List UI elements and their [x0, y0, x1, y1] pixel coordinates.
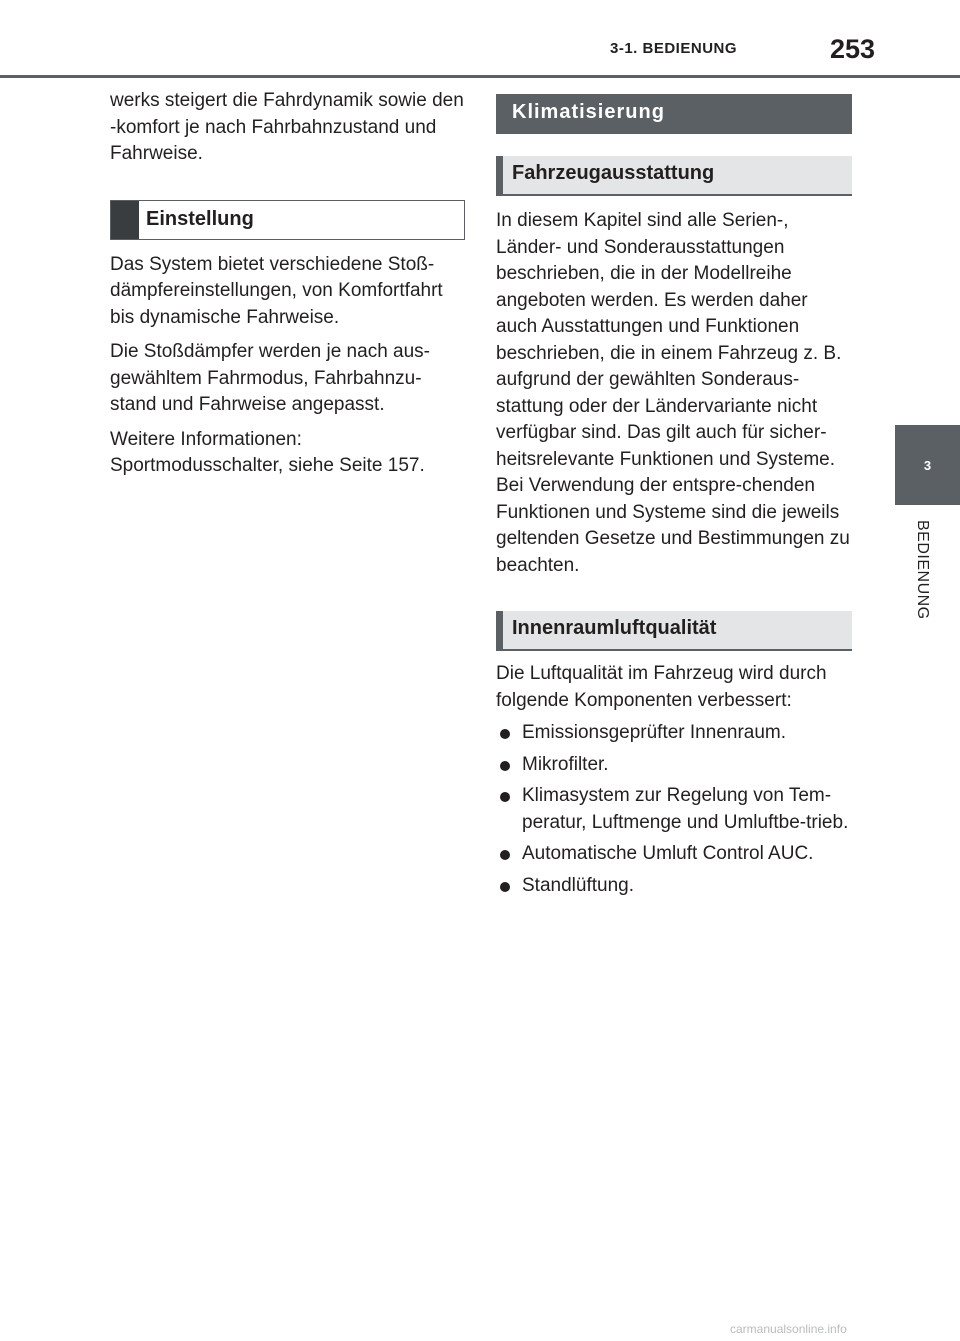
list-item: Emissionsgeprüfter Innenraum. [496, 720, 852, 747]
heading-einstellung [110, 200, 465, 240]
paragraph: Die Stoßdämpfer werden je nach aus-gewähltem Fahrmodus, Fahrbahnzu-stand und Fahrweise angepasst. [110, 341, 430, 415]
list-item: Automatische Umluft Control AUC. [496, 841, 852, 868]
watermark: carmanualsonline.info [730, 1322, 847, 1336]
list-item: Mikrofilter. [496, 752, 852, 779]
subheading-fahrzeugausstattung [496, 156, 852, 196]
list-item: Klimasystem zur Regelung von Tem-peratur, Luftmenge und Umluftbe-trieb. [496, 783, 852, 836]
intro-paragraph: werks steigert die Fahrdynamik sowie den -komfort je nach Fahrbahnzustand und Fahrweise. [110, 90, 464, 164]
header-rule [0, 75, 960, 78]
bullet-list [496, 720, 852, 899]
subheading-bar [496, 156, 503, 196]
chapter-tab [895, 425, 960, 505]
subheading-innenraumluftqualitaet [496, 611, 852, 651]
list-item: Standlüftung. [496, 873, 852, 900]
page-number: 253 [830, 34, 876, 64]
chapter-number: 3 [923, 457, 932, 473]
subheading-text: Innenraumluftqualität [512, 617, 717, 639]
paragraph: Das System bietet verschiedene Stoß-dämpfereinstellungen, von Komfortfahrt bis dynamische Fahrweise. [110, 253, 443, 328]
heading-bar [111, 201, 139, 239]
subheading-bar [496, 611, 503, 651]
left-column [110, 88, 465, 480]
section-title: 3-1. BEDIENUNG [610, 40, 738, 57]
right-column [496, 94, 852, 904]
paragraph: Weitere Informationen: Sportmodusschalter, siehe Seite 157. [110, 428, 425, 476]
heading-text: Einstellung [146, 207, 254, 230]
subheading-text: Fahrzeugausstattung [512, 162, 715, 184]
paragraph: Die Luftqualität im Fahrzeug wird durch folgende Komponenten verbessert: [496, 663, 827, 711]
chapter-label: BEDIENUNG [914, 520, 931, 620]
paragraph: In diesem Kapitel sind alle Serien-, Länder- und Sonderausstattungen beschrieben, die in der Modellreihe angeboten werden. Es werden daher auch Ausstattungen und Funktionen beschrieben, die in einem Fahrzeug z. B. aufgrund der gewählten Sonderaus-stattung oder der Ländervariante nicht verfügbar sind. Das gilt auch für sicher-heitsrelevante Funktionen und Systeme. Bei Verwendung der entspre-chenden Funktionen und Systeme sind die jeweils geltenden Gesetze und Bestimmungen zu beachten. [496, 210, 850, 576]
heading-klimatisierung: Klimatisierung [496, 94, 852, 134]
